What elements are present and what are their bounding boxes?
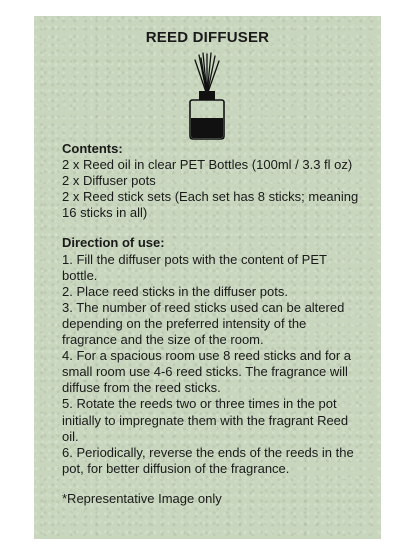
directions-heading: Direction of use: [62,235,165,251]
direction-step: 4. For a spacious room use 8 reed sticks and for a small room use 4-6 reed sticks. The fragrance will diffuse from the reed sticks. [62,348,352,396]
product-title: REED DIFFUSER [145,29,270,46]
product-info-card [34,16,381,539]
instructions-body [62,141,362,507]
direction-step: 2. Place reed sticks in the diffuser pots. [62,283,288,299]
direction-step: 3. The number of reed sticks used can be altered depending on the preferred intensity of the fragrance and the size of the room. [62,299,345,348]
directions-list [62,252,362,477]
representative-image-note: *Representative Image only [62,490,222,506]
contents-list [62,157,362,221]
direction-step: 5. Rotate the reeds two or three times in the pot initially to impregnate them with the fragrant Reed oil. [62,396,349,444]
contents-heading: Contents: [62,141,123,156]
direction-step: 6. Periodically, reverse the ends of the reeds in the pot, for better diffusion of the fragrance. [62,444,354,476]
contents-item: 2 x Reed stick sets (Each set has 8 sticks; meaning 16 sticks in all) [62,189,359,221]
direction-step: 1. Fill the diffuser pots with the content of PET bottle. [62,251,327,283]
contents-item: 2 x Diffuser pots [62,173,156,189]
contents-item: 2 x Reed oil in clear PET Bottles (100ml / 3.3 fl oz) [62,157,353,173]
